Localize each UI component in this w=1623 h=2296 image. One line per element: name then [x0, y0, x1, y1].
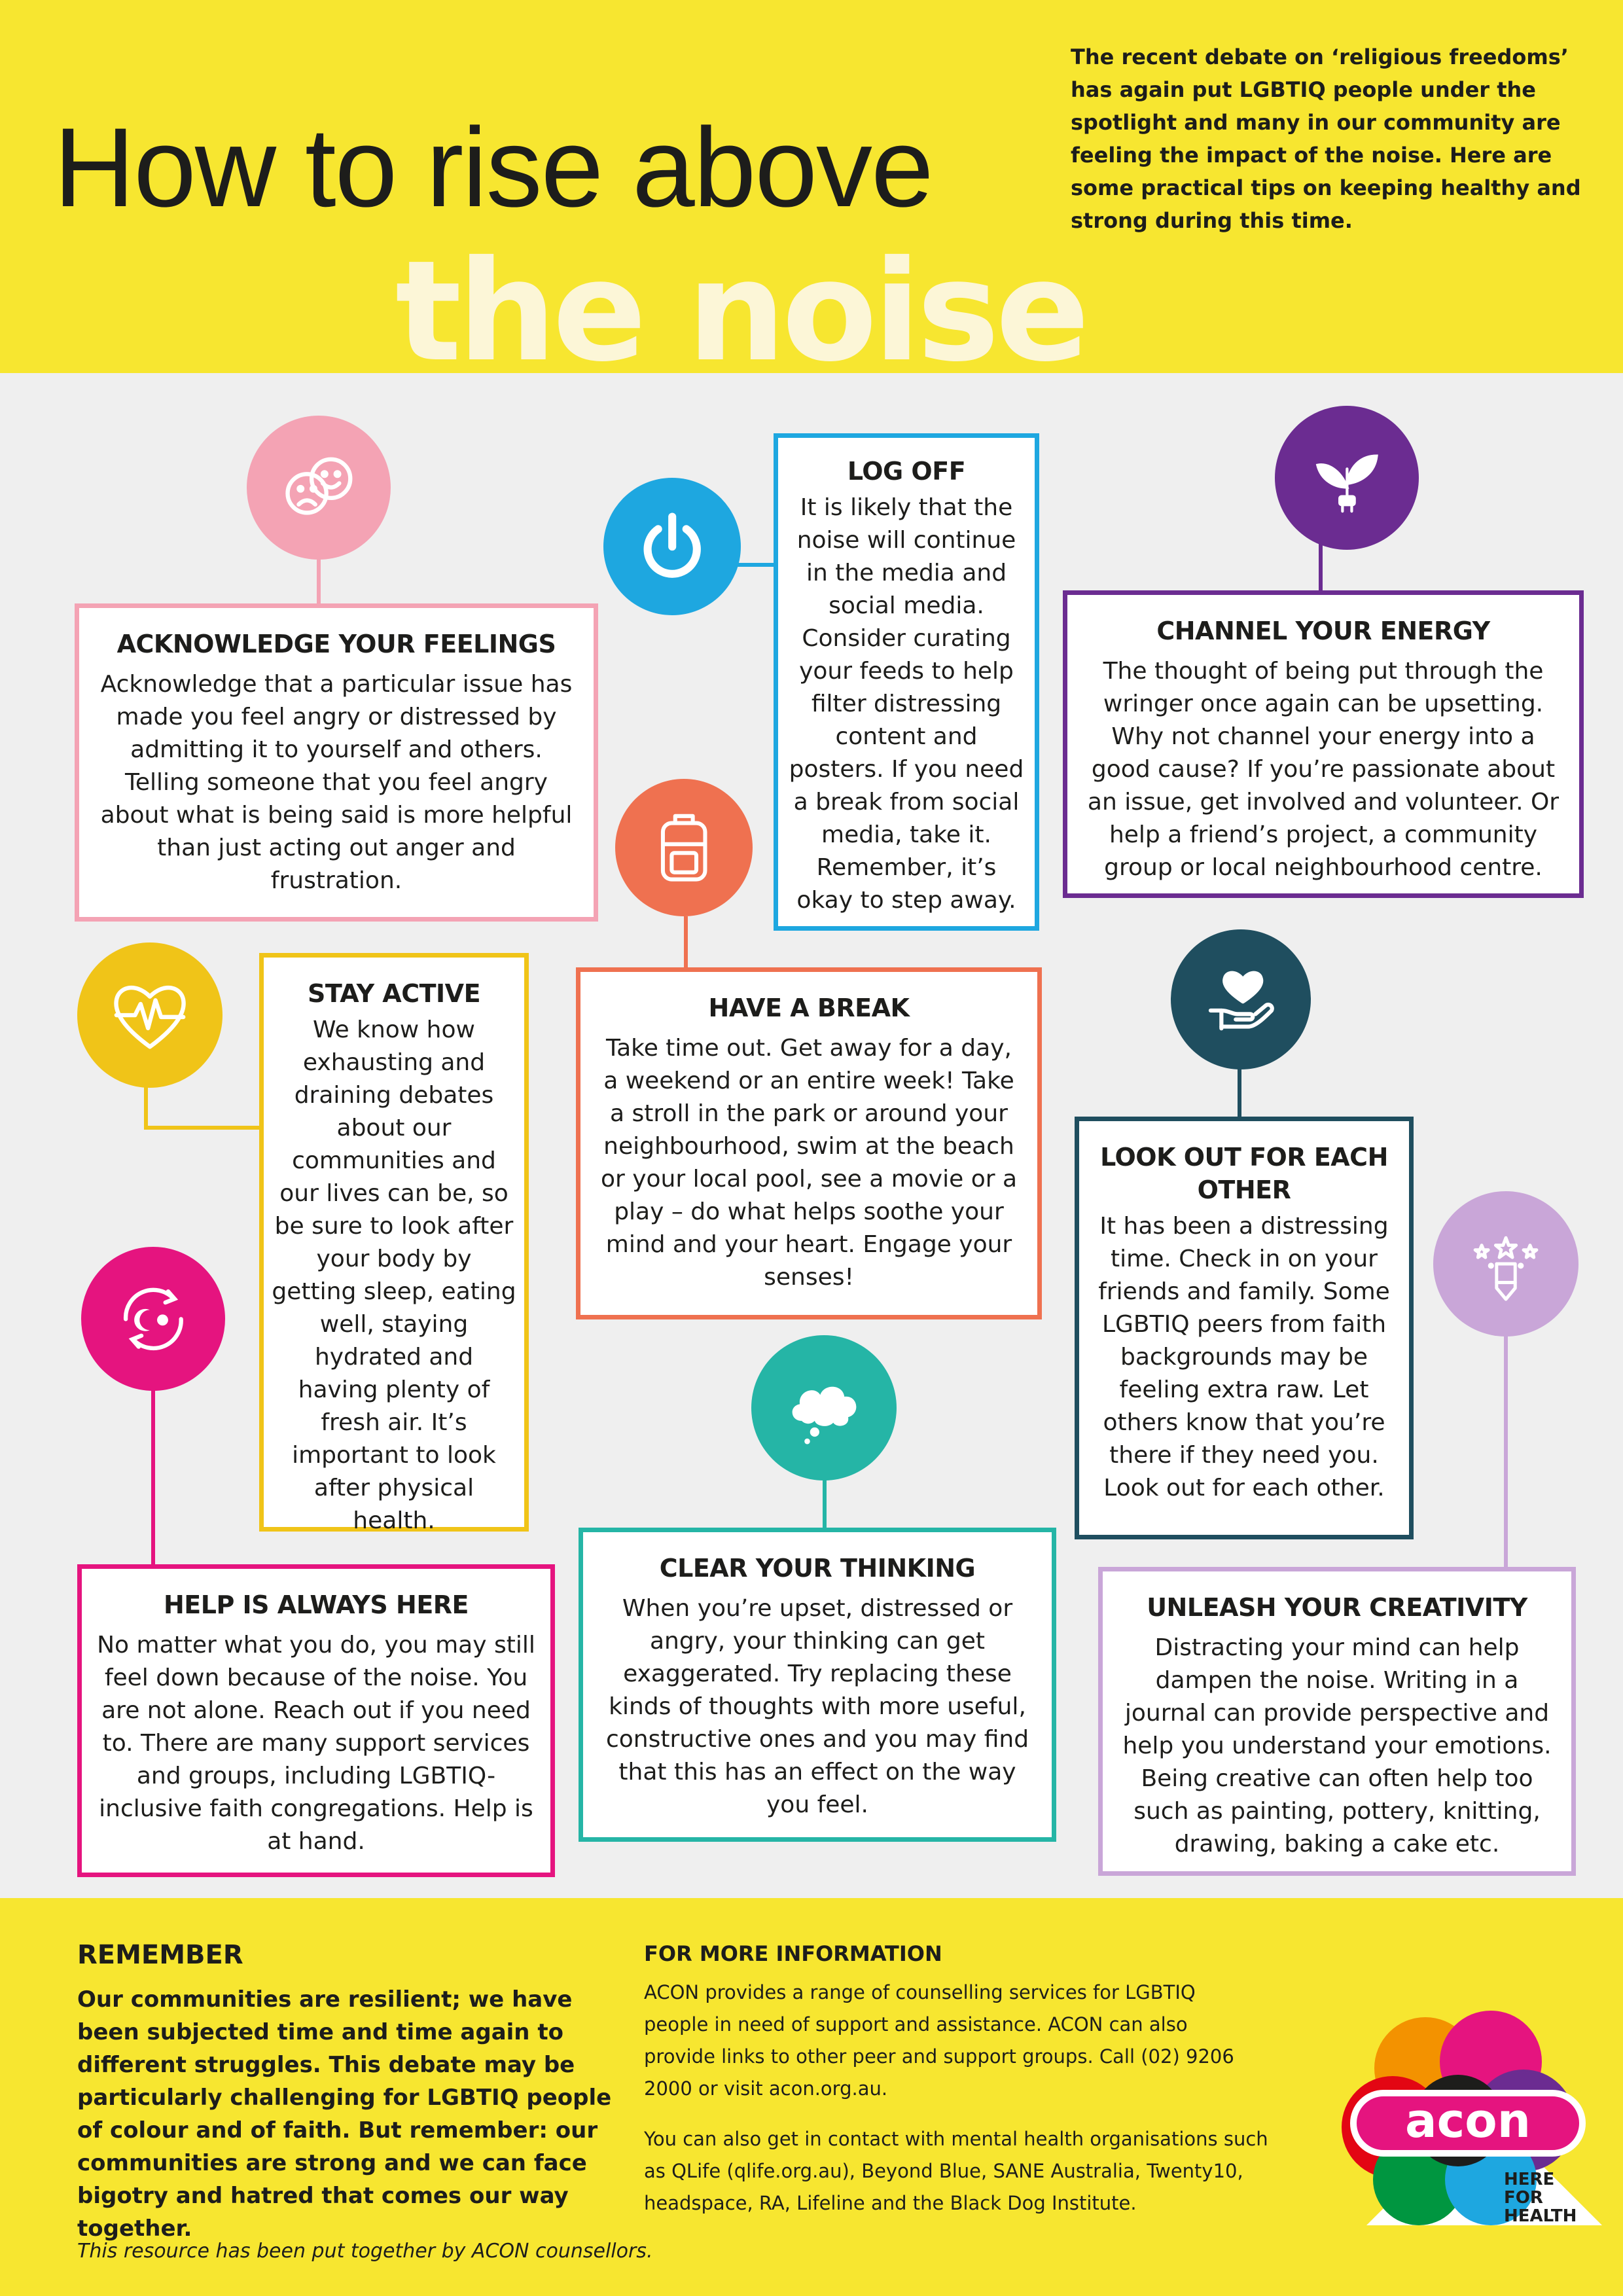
- power-icon: [603, 478, 741, 615]
- tip-card-help: [77, 1564, 555, 1877]
- tagline-line: FOR: [1504, 2188, 1543, 2208]
- tip-card-have-a-break: [576, 967, 1042, 1319]
- tip-title: CLEAR YOUR THINKING: [659, 1554, 976, 1583]
- tip-card-stay-active: [259, 953, 529, 1532]
- backpack-icon: [615, 779, 753, 916]
- tip-title: CHANNEL YOUR ENERGY: [1156, 617, 1490, 645]
- page-title: How to rise above: [54, 105, 933, 230]
- tip-title: STAY ACTIVE: [307, 979, 481, 1008]
- tip-title: HAVE A BREAK: [708, 994, 910, 1022]
- pencil-stars-icon: [1433, 1191, 1578, 1336]
- more-info-title: FOR MORE INFORMATION: [644, 1941, 942, 1966]
- connector-line: [684, 916, 688, 971]
- acon-logo-text: acon: [1405, 2093, 1531, 2148]
- connector-line: [1504, 1329, 1508, 1571]
- tip-body: Acknowledge that a particular issue has made you feel angry or distressed by admitting it to yourself and others. Telling someone that you feel angry about what is being said is more helpful than just acting out anger and frustration.: [100, 671, 573, 894]
- heart-hand-icon: [1171, 929, 1311, 1069]
- tip-card-creativity: [1098, 1567, 1576, 1876]
- tip-title: UNLEASH YOUR CREATIVITY: [1147, 1593, 1527, 1622]
- tip-body: It has been a distressing time. Check in on your friends and family. Some LGBTIQ peers from faith backgrounds may be feeling extra raw. Let others know that you’re there if they need you. Look out for each other.: [1098, 1213, 1390, 1501]
- tip-title: LOG OFF: [847, 457, 966, 486]
- thought-cloud-icon: [751, 1335, 897, 1480]
- plant-plug-icon: [1275, 406, 1419, 550]
- tip-title: ACKNOWLEDGE YOUR FEELINGS: [116, 630, 556, 658]
- tip-card-look-out: [1075, 1117, 1414, 1539]
- more-info-body: ACON provides a range of counselling services for LGBTIQ people in need of support and assistance. ACON can also provide links to other peer and support groups. Call (02) 9206 2000 or visit acon.org.au.: [644, 1981, 1234, 2100]
- more-info-contacts: You can also get in contact with mental health organisations such as QLife (qlife.org.au), Beyond Blue, SANE Australia, Twenty10, headspace, RA, Lifeline and the Black Dog Institute.: [644, 2128, 1268, 2214]
- connector-line: [1238, 1060, 1241, 1122]
- faces-icon: [247, 416, 391, 560]
- remember-title: REMEMBER: [77, 1940, 243, 1970]
- tip-body: We know how exhausting and draining debates about our communities and our lives can be, so be sure to look after your body by getting sleep, eating well, staying hydrated and having plenty of fresh air. It’s important to look after physical health.: [272, 1016, 516, 1534]
- connector-line: [151, 1371, 155, 1568]
- page-title-highlight: the noise: [395, 230, 1086, 392]
- tip-title: LOOK OUT FOR EACH OTHER: [1100, 1143, 1388, 1204]
- heartbeat-icon: [77, 942, 223, 1088]
- tip-card-clear-thinking: [579, 1528, 1056, 1842]
- credit-note: This resource has been put together by ACON counsellors.: [77, 2240, 653, 2263]
- tagline-line: HEALTH: [1504, 2206, 1577, 2226]
- tip-card-log-off: [774, 433, 1039, 931]
- tip-body: No matter what you do, you may still feel down because of the noise. You are not alone. Reach out if you need to. There are many support services and groups, including LGBTIQ-inclusive faith congregations. Help is at hand.: [97, 1632, 535, 1855]
- acon-logo[interactable]: [1340, 2009, 1602, 2245]
- tagline-line: HERE: [1504, 2170, 1555, 2189]
- day-night-cycle-icon: [81, 1247, 225, 1391]
- tip-body: Take time out. Get away for a day, a weekend or an entire week! Take a stroll in the park or around your neighbourhood, swim at the beach or your local pool, see a movie or a play – do what helps soothe your mind and your heart. Engage your senses!: [600, 1035, 1018, 1291]
- tip-card-acknowledge: [75, 603, 598, 922]
- tip-body: The thought of being put through the wringer once again can be upsetting. Why not channel your energy into a good cause? If you’re passionate about an issue, get involved and volunteer. Or help a friend’s project, a community group or local neighbourhood centre.: [1087, 658, 1560, 881]
- tip-body: It is likely that the noise will continue in the media and social media. Consider curating your feeds to help filter distressing content and posters. If you need a break from social media, take it. Remember, it’s okay to step away.: [789, 494, 1024, 914]
- tip-card-channel-energy: [1063, 590, 1584, 898]
- tip-title: HELP IS ALWAYS HERE: [163, 1590, 469, 1619]
- tip-body: When you’re upset, distressed or angry, your thinking can get exaggerated. Try replacing these kinds of thoughts with more useful, constructive ones and you may find that this has an effect on the way you feel.: [605, 1595, 1029, 1818]
- remember-body: Our communities are resilient; we have been subjected time and time again to different struggles. This debate may be particularly challenging for LGBTIQ people of colour and of faith. But remember: our communities are strong and we can face bigotry and hatred that comes our way together.: [77, 1986, 612, 2242]
- connector-line: [144, 1126, 264, 1130]
- intro-text: The recent debate on ‘religious freedoms’ has again put LGBTIQ people under the spotlight and many in our community are feeling the impact of the noise. Here are some practical tips on keeping healthy and strong during this time.: [1071, 45, 1581, 233]
- tip-body: Distracting your mind can help dampen the noise. Writing in a journal can provide perspective and help you understand your emotions. Being creative can often help too such as painting, pottery, knitting, drawing, baking a cake etc.: [1122, 1634, 1552, 1857]
